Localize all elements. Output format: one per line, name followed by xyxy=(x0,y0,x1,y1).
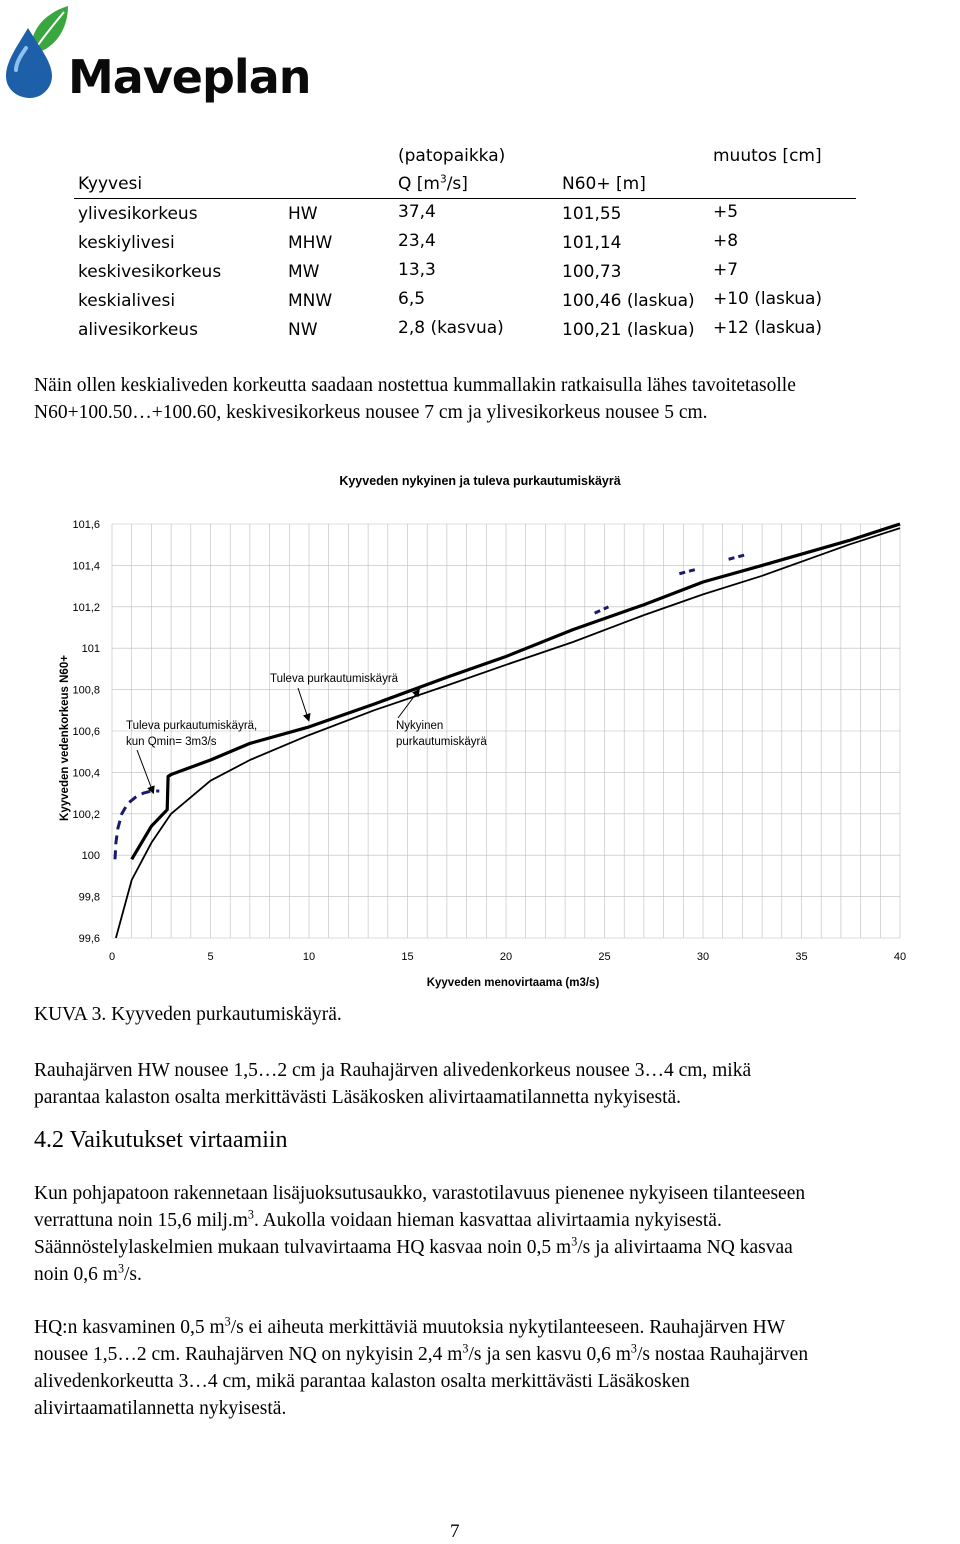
y-tick-label: 100,8 xyxy=(72,684,100,697)
x-tick-labels xyxy=(109,951,906,963)
y-tick-label: 100 xyxy=(81,850,100,863)
intro-paragraph: Näin ollen keskialiveden korkeutta saadaan nostettua kummallakin ratkaisulla lähes tavoitetasolle N60+100.50…+100.60, keskivesikorkeus nousee 7 cm ja ylivesikorkeus nousee 5 cm. xyxy=(34,375,796,423)
page-number: 7 xyxy=(450,1521,460,1542)
maveplan-logo xyxy=(2,4,332,104)
y-tick-label: 101 xyxy=(81,643,100,656)
x-tick-label: 30 xyxy=(696,951,710,963)
series-dash-segment xyxy=(729,555,745,559)
annotation-current-label: Nykyinen xyxy=(396,720,444,732)
kun-paragraph: Kun pohjapatoon rakennetaan lisäjuoksutusaukko, varastotilavuus pienenee nykyiseen tilanteeseen verrattuna noin 15,6 $milj.m^3$. Aukolla voidaan hieman kasvattaa alivirtaamia nykyisestä. Säännöstelylaskelmien mukaan tulvavirtaama HQ kasvaa noin 0,5 $m^3/s$ ja alivirtaama NQ kasvaa noin 0,6 $m^3/s$. xyxy=(34,1183,806,1285)
figure-caption: KUVA 3. Kyyveden purkautumiskäyrä. xyxy=(34,1004,342,1025)
rating-curve-chart xyxy=(0,460,960,1000)
header-name: Kyyvesi xyxy=(78,174,143,194)
y-tick-label: 100,4 xyxy=(72,767,100,780)
series-line-future xyxy=(132,524,900,859)
y-tick-label: 100,6 xyxy=(72,726,100,738)
annotation-qmin-label: kun Qmin= 3m3/s xyxy=(126,736,217,748)
x-tick-label: 5 xyxy=(207,951,214,963)
hq-paragraph: HQ:n kasvaminen 0,5 $m^3/s$ ei aiheuta merkittäviä muutoksia nykytilanteeseen. Rauhajärven HW nousee 1,5…2 cm. Rauhajärven NQ on nykyisin 2,4 $m^3/s$ ja sen kasvu 0,6 $m^3/s$ nostaa Rauhajärven alivedenkorkeutta 3…4 cm, mikä parantaa kalaston osalta merkittävästi Läsäkosken alivirtaamatilannetta nykyisestä. xyxy=(34,1314,809,1419)
series-line-current xyxy=(116,528,900,938)
x-tick-label: 40 xyxy=(893,951,907,963)
series-dash-segment xyxy=(679,570,695,574)
annotation-future-arrow xyxy=(298,688,309,721)
x-axis-label: Kyyveden menovirtaama (m3/s) xyxy=(426,977,600,989)
x-tick-label: 25 xyxy=(598,951,611,963)
section-heading: 4.2 Vaikutukset virtaamiin xyxy=(34,1127,288,1153)
y-axis-label: Kyyveden vedenkorkeus N60+ xyxy=(59,655,71,821)
y-tick-label: 99,8 xyxy=(78,891,100,904)
annotation-current-label: purkautumiskäyrä xyxy=(396,736,487,748)
series-dash-segment xyxy=(595,607,609,613)
x-tick-label: 35 xyxy=(795,951,808,963)
y-tick-label: 99,6 xyxy=(78,933,100,945)
rauha-paragraph: Rauhajärven HW nousee 1,5…2 cm ja Rauhajärven alivedenkorkeus nousee 3…4 cm, mikä parantaa kalaston osalta merkittävästi Läsäkosken alivirtaamatilannetta nykyisestä. xyxy=(34,1060,752,1108)
y-tick-labels xyxy=(72,519,100,945)
x-tick-label: 10 xyxy=(302,951,316,963)
y-tick-label: 101,6 xyxy=(72,519,100,531)
annotation-future-label: Tuleva purkautumiskäyrä xyxy=(270,673,399,685)
annotation-qmin-arrow xyxy=(137,750,153,793)
header-level: N60+ [m] xyxy=(562,174,646,194)
x-tick-label: 20 xyxy=(499,951,513,963)
header-divider xyxy=(74,198,856,199)
y-tick-label: 101,2 xyxy=(72,601,100,614)
chart-title: Kyyveden nykyinen ja tuleva purkautumiskäyrä xyxy=(339,474,621,488)
x-tick-label: 0 xyxy=(108,951,116,963)
header-q: Q $[m^3/s]$ xyxy=(398,173,468,194)
y-tick-label: 101,4 xyxy=(72,560,100,573)
y-tick-label: 100,2 xyxy=(72,808,100,821)
brand-name: Maveplan xyxy=(68,50,311,104)
header-change: muutos [cm] xyxy=(713,146,822,166)
header-q-top: (patopaikka) xyxy=(398,146,506,166)
x-tick-label: 15 xyxy=(401,951,414,963)
leaf-drop-icon xyxy=(2,4,72,104)
annotation-qmin-label: Tuleva purkautumiskäyrä, xyxy=(126,720,258,732)
